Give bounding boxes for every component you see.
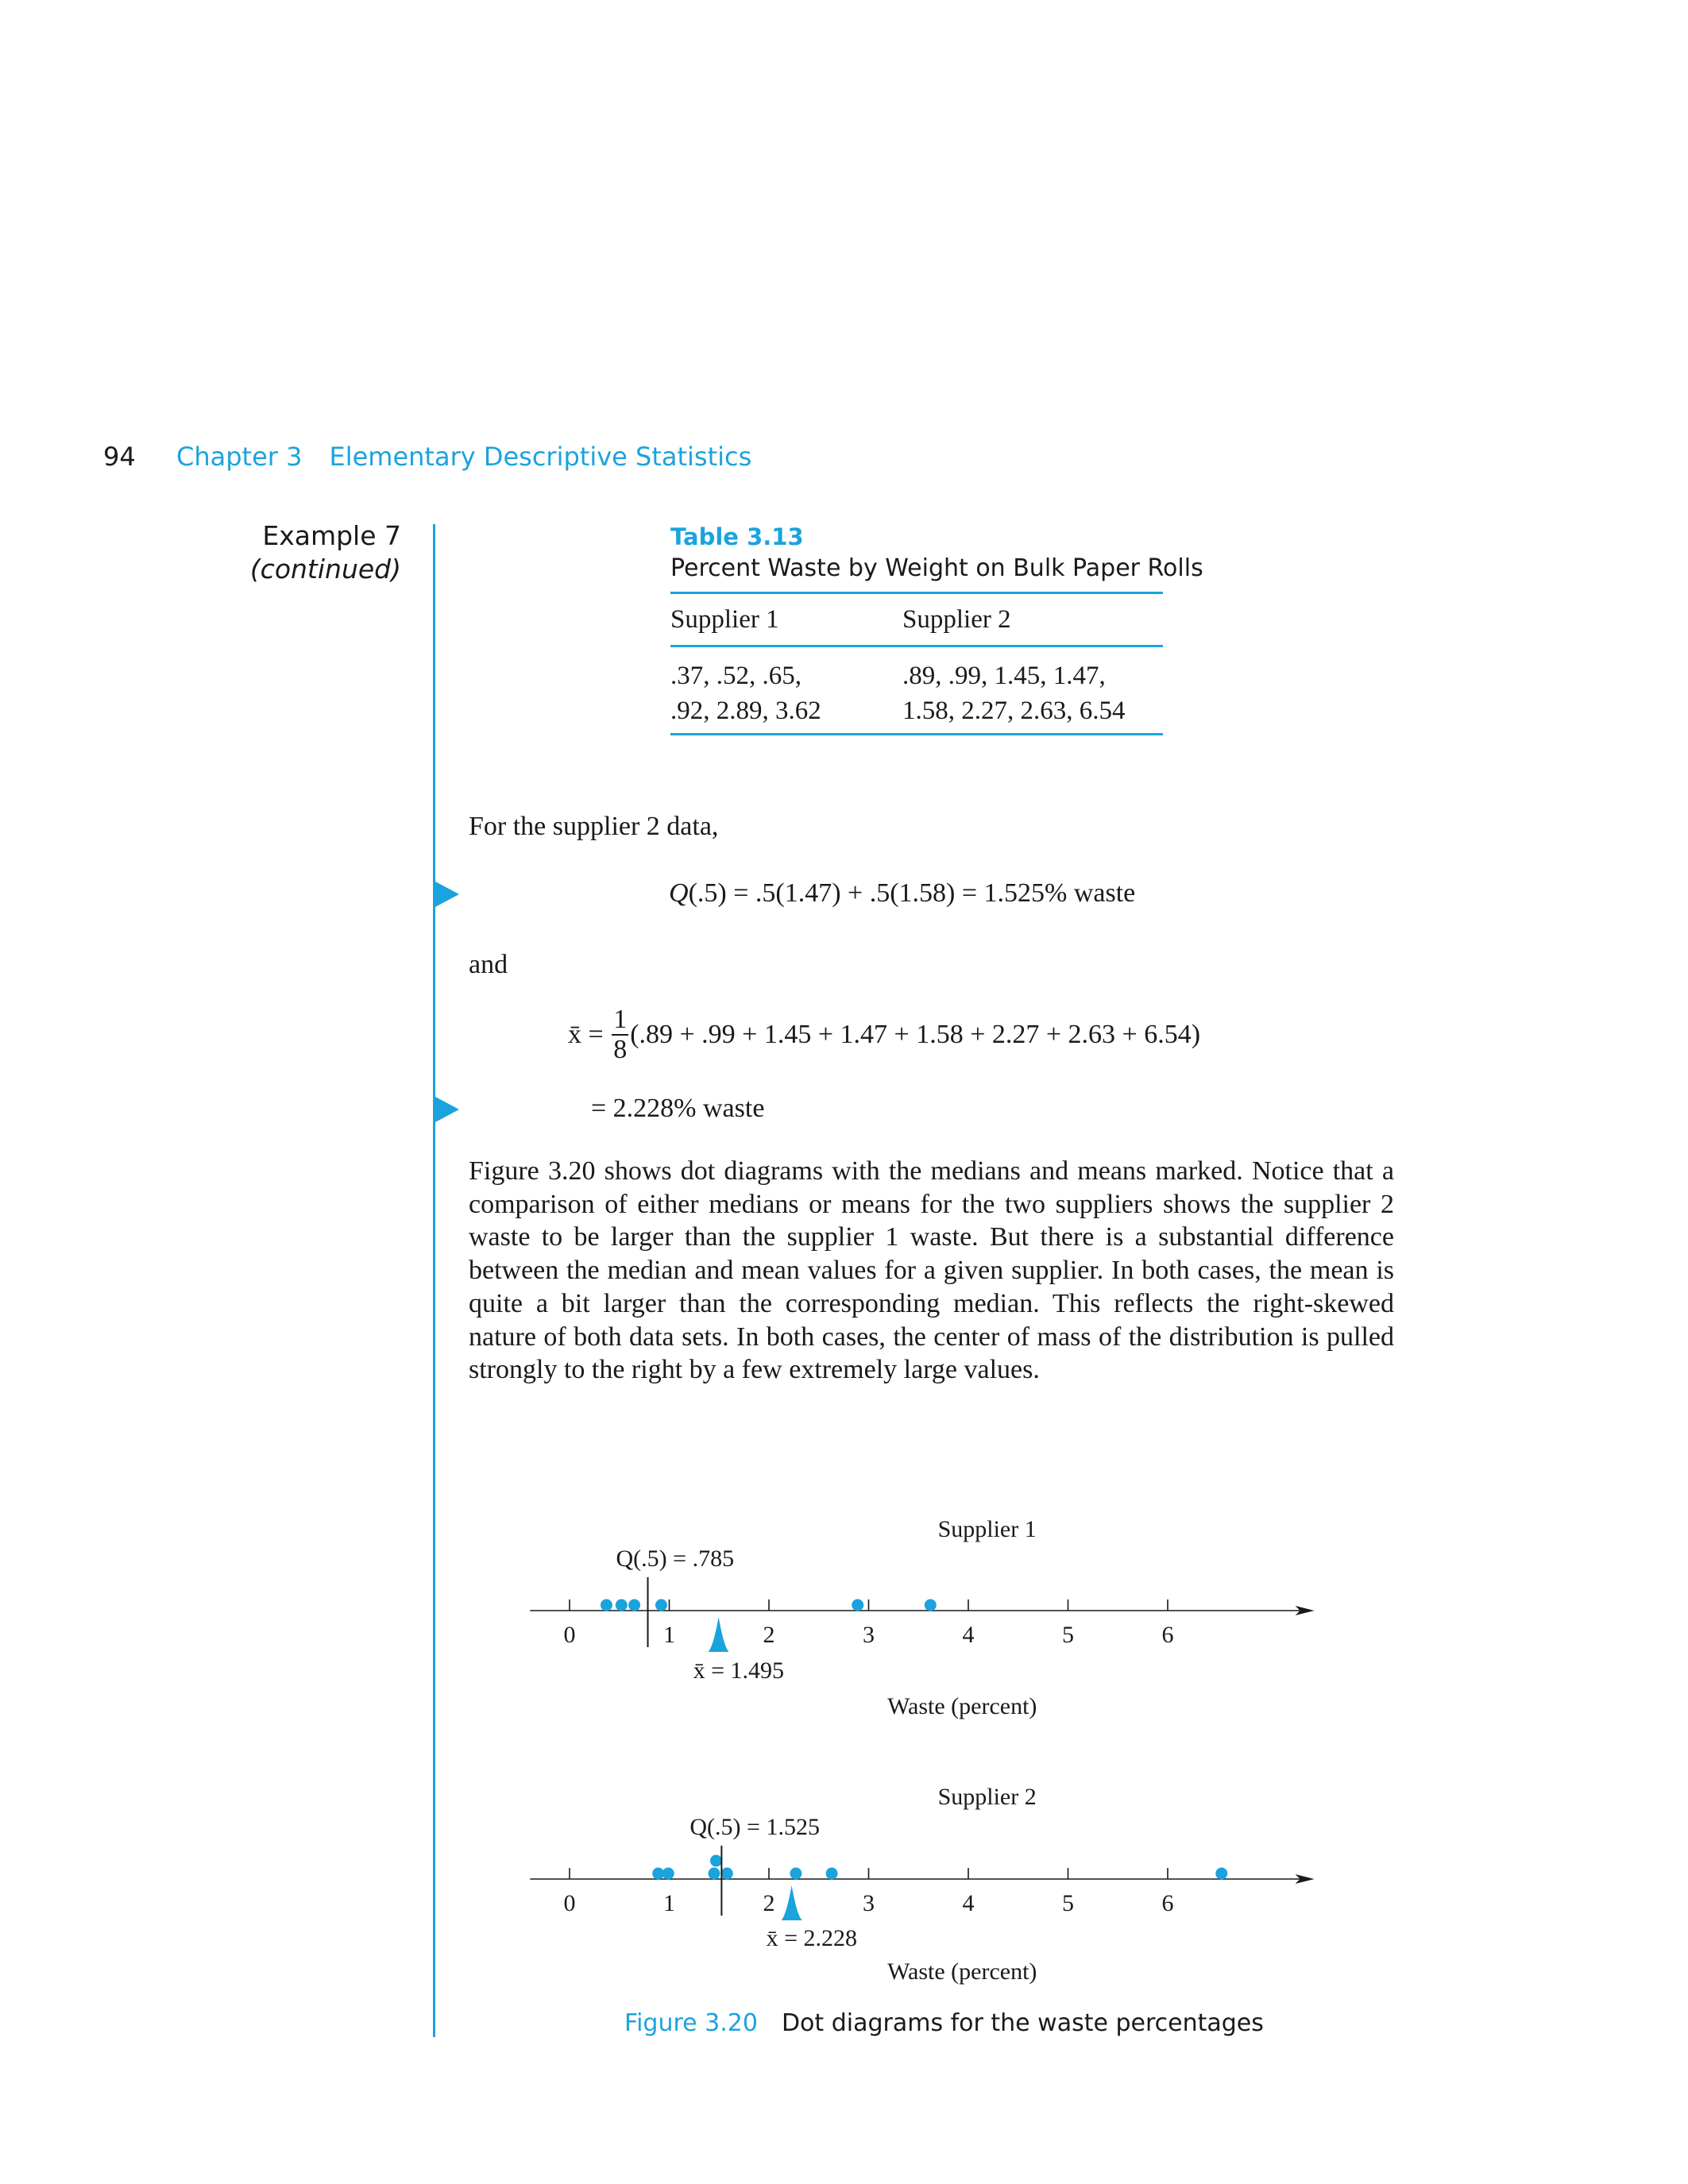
intro-text: For the supplier 2 data, [469,812,719,841]
q-symbol: Q [669,878,689,908]
example-number: Example 7 [262,520,401,551]
chart-title: Supplier 1 [937,1516,1037,1542]
tick-label: 6 [1161,1622,1174,1648]
data-point [710,1855,722,1867]
mean-result: = 2.228% waste [591,1094,765,1123]
tick-label: 1 [663,1890,675,1916]
tick-label: 1 [663,1622,675,1648]
median-equation-body: (.5) = .5(1.47) + .5(1.58) = 1.525% waste [688,878,1136,908]
mean-label: x̄ = 2.228 [766,1925,858,1951]
table-number: Table 3.13 [670,523,804,550]
chapter-label: Chapter 3 [176,442,303,472]
data-point [721,1868,733,1880]
discussion-paragraph: Figure 3.20 shows dot diagrams with the medians and means marked. Notice that a comparison of either medians or means for the two suppliers shows the supplier 2 waste to be larger than the supplier 1 waste. But there is a substantial difference between the median and mean values for a given supplier. In both cases, the mean is quite a bit larger than the corresponding median. This reflects the right-skewed nature of both data sets. In both cases, the center of mass of the distribution is pulled strongly to the right by a few extremely large values. [469,1156,1394,1385]
cell-line: 1.58, 2.27, 2.63, 6.54 [902,696,1126,725]
cell-line: .89, .99, 1.45, 1.47, [902,662,1106,690]
and-text: and [469,950,508,979]
chapter-title: Elementary Descriptive Statistics [329,442,752,472]
figure-caption [624,2009,1264,2037]
figure-number: Figure 3.20 [624,2009,758,2037]
data-point [616,1599,628,1611]
tick-label: 5 [1062,1890,1074,1916]
data-point [925,1599,937,1611]
fraction-denominator: 8 [613,1035,628,1064]
mean-lhs: x̄ = [568,1020,604,1049]
median-label: Q(.5) = 1.525 [689,1814,820,1840]
tick-label: 0 [563,1890,576,1916]
data-point [790,1868,802,1880]
cell-line: .92, 2.89, 3.62 [670,696,821,725]
tick-label: 3 [863,1890,875,1916]
cell-line: .37, .52, .65, [670,662,802,690]
tick-label: 4 [962,1622,975,1648]
mean-marker-icon [709,1617,729,1652]
data-point [601,1599,612,1611]
median-label: Q(.5) = .785 [616,1545,735,1572]
tick-label: 2 [763,1890,775,1916]
chart-title: Supplier 2 [937,1784,1037,1810]
tick-label: 0 [563,1622,576,1648]
page-number: 94 [103,442,136,472]
data-point [655,1599,667,1611]
data-point [852,1599,863,1611]
data-point [826,1868,838,1880]
table-title: Percent Waste by Weight on Bulk Paper Rolls [670,554,1203,582]
data-point [1215,1868,1227,1880]
x-axis-label: Waste (percent) [887,1958,1037,1985]
figure-caption-text: Dot diagrams for the waste percentages [781,2009,1264,2037]
mean-label: x̄ = 1.495 [693,1657,785,1684]
data-point [662,1868,674,1880]
data-point [628,1599,640,1611]
mean-marker-icon [782,1885,802,1920]
data-point [708,1868,720,1880]
tick-label: 4 [962,1890,975,1916]
column-header: Supplier 1 [670,593,902,646]
tick-label: 3 [863,1622,875,1648]
tick-label: 5 [1062,1622,1074,1648]
column-header: Supplier 2 [902,593,1163,646]
tick-label: 2 [763,1622,775,1648]
tick-label: 6 [1161,1890,1174,1916]
x-axis-label: Waste (percent) [887,1693,1037,1719]
fraction-numerator: 1 [613,1005,628,1034]
mean-rhs: (.89 + .99 + 1.45 + 1.47 + 1.58 + 2.27 + 2.63 + 6.54) [630,1020,1201,1049]
example-continued: (continued) [249,554,401,585]
